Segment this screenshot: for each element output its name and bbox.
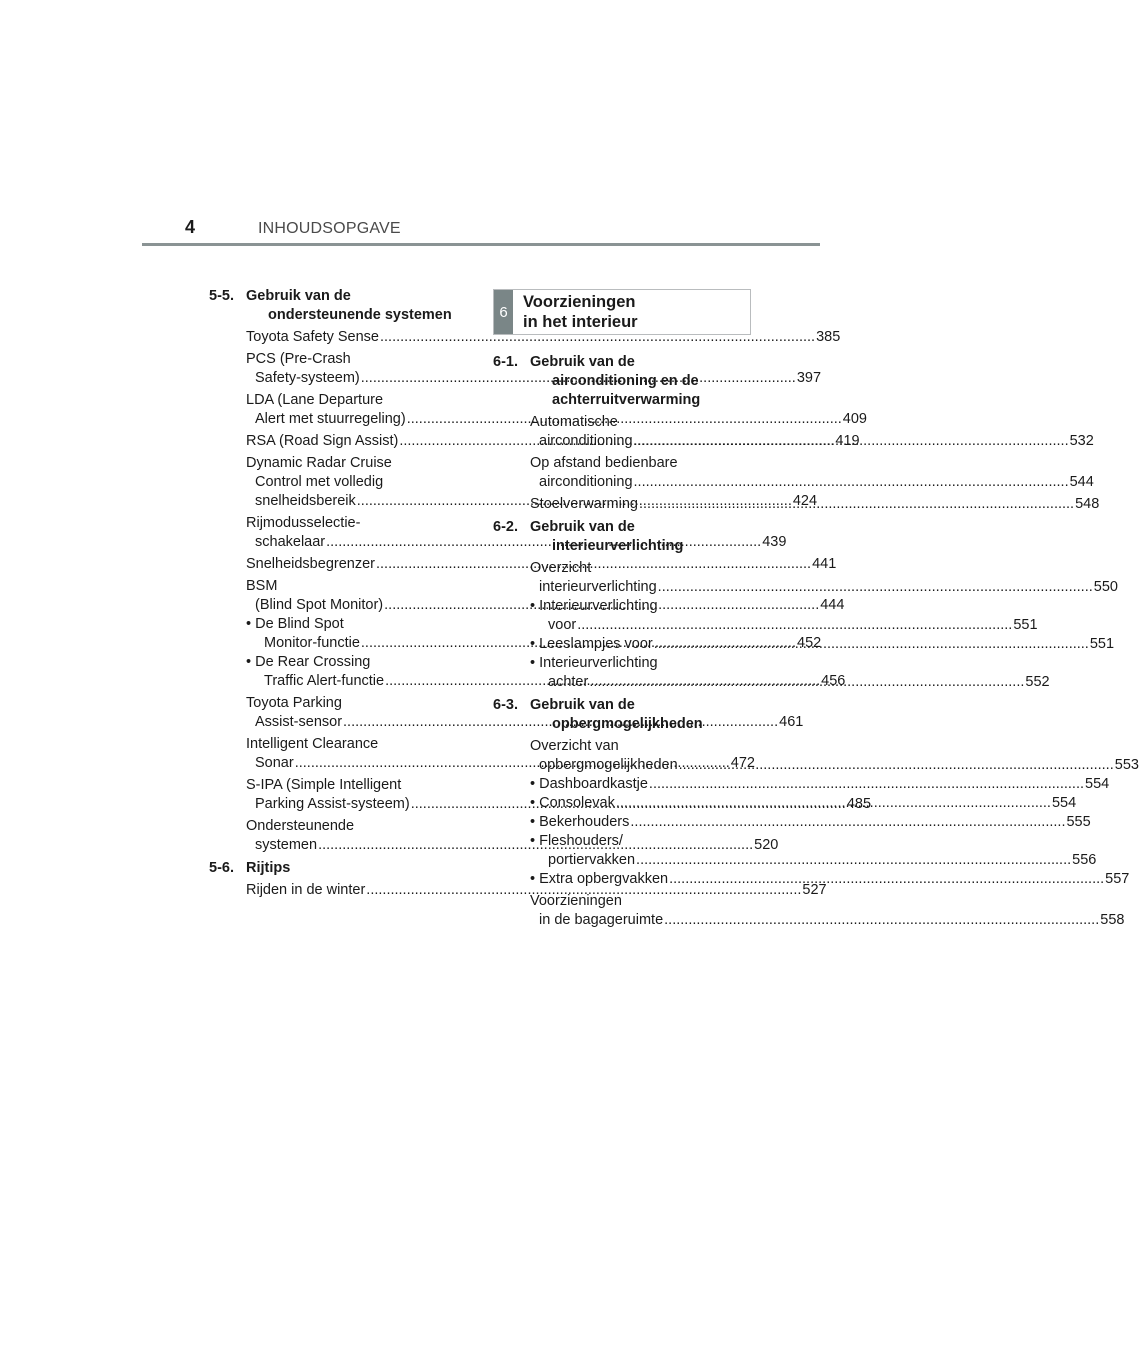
section-number: 6-3. bbox=[493, 697, 518, 713]
page-ref: 419 bbox=[835, 433, 860, 449]
toc-entry[interactable] bbox=[530, 892, 1125, 930]
dot-leader bbox=[664, 911, 1099, 930]
page-ref: 544 bbox=[1069, 474, 1094, 490]
toc-entry-text: Alert met stuurregeling) bbox=[255, 411, 406, 427]
toc-entry-text: • Dashboardkastje bbox=[530, 776, 648, 792]
page-ref: 532 bbox=[1069, 433, 1094, 449]
dot-leader bbox=[658, 578, 1093, 597]
dot-leader bbox=[639, 495, 1074, 514]
section-title bbox=[246, 287, 459, 325]
toc-entry-text: Parking Assist-systeem) bbox=[255, 796, 410, 812]
toc-entry-text: schakelaar bbox=[255, 534, 326, 550]
page-ref: 554 bbox=[1085, 776, 1110, 792]
section-title bbox=[246, 859, 459, 878]
toc-entry-text: opbergmogelijkheden bbox=[539, 757, 678, 773]
section-title bbox=[530, 696, 751, 734]
toc-entry-text: Safety-systeem) bbox=[255, 370, 360, 386]
toc-entry-row bbox=[530, 851, 1097, 870]
header-rule bbox=[142, 243, 820, 246]
toc-entry-text: Op afstand bedienbare bbox=[530, 455, 678, 471]
section-title-line: ondersteunende systemen bbox=[268, 307, 452, 323]
toc-entry-text: systemen bbox=[255, 837, 318, 853]
page-ref: 452 bbox=[797, 635, 822, 651]
toc-entry-text: PCS (Pre-Crash bbox=[246, 351, 351, 367]
toc-entry-row bbox=[530, 578, 1118, 597]
page-ref: 555 bbox=[1066, 814, 1091, 830]
toc-entry[interactable] bbox=[246, 881, 827, 900]
page-ref: 385 bbox=[816, 329, 841, 345]
toc-entry-text: • Leeslampjes voor bbox=[530, 636, 653, 652]
chapter-title-line: Voorzieningen bbox=[523, 293, 636, 311]
toc-entry-row bbox=[530, 775, 1110, 794]
section-title-line: Gebruik van de bbox=[530, 519, 635, 535]
page-ref: 520 bbox=[754, 837, 779, 853]
page-ref: 548 bbox=[1075, 496, 1100, 512]
toc-entry[interactable] bbox=[246, 328, 841, 347]
section-title-line: Rijtips bbox=[246, 860, 291, 876]
page-ref: 409 bbox=[842, 411, 867, 427]
toc-entry-text: Control met volledig bbox=[255, 474, 384, 490]
toc-entry-row bbox=[530, 870, 1130, 889]
toc-entry-row bbox=[530, 756, 1139, 775]
page-ref: 558 bbox=[1100, 912, 1125, 928]
toc-entry-text: Rijden in de winter bbox=[246, 882, 366, 898]
section-title-line: Gebruik van de bbox=[530, 697, 635, 713]
toc-entry-text: Rijmodusselectie- bbox=[246, 515, 361, 531]
page-ref: 551 bbox=[1013, 617, 1038, 633]
section-title-line: interieurverlichting bbox=[552, 538, 684, 554]
section-title-line: Gebruik van de bbox=[530, 354, 635, 370]
page-ref: 461 bbox=[779, 714, 804, 730]
toc-entry-text: Overzicht bbox=[530, 560, 592, 576]
dot-leader bbox=[669, 871, 1104, 887]
chapter-title-line: in het interieur bbox=[523, 313, 638, 331]
toc-subentry[interactable] bbox=[530, 870, 1130, 889]
page-ref: 557 bbox=[1105, 871, 1130, 887]
page-ref: 444 bbox=[820, 597, 845, 613]
toc-entry-row bbox=[246, 328, 841, 347]
toc-entry-row bbox=[530, 473, 1094, 492]
page-ref: 439 bbox=[762, 534, 787, 550]
dot-leader bbox=[630, 814, 1065, 830]
toc-entry-text: Toyota Parking bbox=[246, 695, 342, 711]
page-ref: 472 bbox=[730, 755, 755, 771]
toc-entry-text: LDA (Lane Departure bbox=[246, 392, 384, 408]
chapter-tab: 6 bbox=[494, 290, 513, 334]
toc-entry-row bbox=[530, 813, 1091, 832]
section-heading[interactable] bbox=[209, 287, 459, 325]
toc-entry-text: • Bekerhouders bbox=[530, 814, 630, 830]
toc-entry-text: S-IPA (Simple Intelligent bbox=[246, 777, 402, 793]
section-title-line: opbergmogelijkheden bbox=[552, 716, 703, 732]
toc-entry-text: Snelheidsbegrenzer bbox=[246, 556, 375, 572]
toc-entry-text: • De Rear Crossing bbox=[246, 654, 371, 670]
toc-entry-text: Automatische bbox=[530, 414, 618, 430]
page-ref: 397 bbox=[796, 370, 822, 386]
page-number: 4 bbox=[185, 217, 196, 237]
section-title bbox=[530, 518, 751, 556]
section-heading[interactable] bbox=[493, 696, 751, 734]
toc-subentry[interactable] bbox=[530, 775, 1110, 794]
toc-entry-text: portiervakken bbox=[548, 852, 636, 868]
toc-entry-text: Intelligent Clearance bbox=[246, 736, 379, 752]
page-ref: 424 bbox=[792, 493, 818, 509]
toc-entry-text: (Blind Spot Monitor) bbox=[255, 597, 384, 613]
chapter-heading[interactable] bbox=[493, 289, 751, 335]
toc-entry-text: Dynamic Radar Cruise bbox=[246, 455, 392, 471]
toc-entry-text: Overzicht van bbox=[530, 738, 619, 754]
section-title-line: Gebruik van de bbox=[246, 288, 351, 304]
toc-entry-text: airconditioning bbox=[539, 474, 633, 490]
section-heading[interactable] bbox=[493, 353, 751, 410]
toc-entries bbox=[246, 881, 827, 900]
section-heading[interactable] bbox=[209, 859, 459, 878]
dot-leader bbox=[577, 617, 1012, 633]
page-ref: 485 bbox=[846, 796, 872, 812]
page-header bbox=[185, 217, 401, 238]
section-number: 5-5. bbox=[209, 288, 234, 304]
toc-entry-text: Ondersteunende bbox=[246, 818, 355, 834]
page-ref: 441 bbox=[812, 556, 837, 572]
toc-entry-text: BSM bbox=[246, 578, 278, 594]
page-ref: 527 bbox=[802, 882, 827, 898]
header-title: INHOUDSOPGAVE bbox=[258, 220, 401, 237]
toc-entry-text: • Consolevak bbox=[530, 795, 615, 811]
toc-entry-text: Toyota Safety Sense bbox=[246, 329, 379, 345]
toc-entry-text: in de bagageruimte bbox=[539, 912, 664, 928]
page-ref: 556 bbox=[1072, 852, 1097, 868]
toc-entry-text: Assist-sensor bbox=[255, 714, 343, 730]
toc-entry-row bbox=[246, 881, 827, 900]
toc-entry-row bbox=[530, 616, 1038, 635]
toc-entry-text: • Extra opbergvakken bbox=[530, 871, 669, 887]
toc-entry-text: Traffic Alert-functie bbox=[264, 673, 385, 689]
section-title-line: achterruitverwarming bbox=[552, 392, 701, 408]
toc-entry-text: • De Blind Spot bbox=[246, 616, 344, 632]
section-number: 5-6. bbox=[209, 860, 234, 876]
toc-entry-text: • Fleshouders/ bbox=[530, 833, 623, 849]
dot-leader bbox=[649, 776, 1084, 792]
section-title-line: airconditioning en de bbox=[552, 373, 699, 389]
dot-leader bbox=[634, 473, 1069, 492]
toc-entry-text: airconditioning bbox=[539, 433, 633, 449]
page-ref: 554 bbox=[1051, 795, 1077, 811]
toc-entry-text: interieurverlichting bbox=[539, 579, 657, 595]
toc-entry-text: • Interieurverlichting bbox=[530, 598, 658, 614]
toc-entry-text: Stoelverwarming bbox=[530, 496, 638, 512]
dot-leader bbox=[589, 674, 1024, 690]
toc-entry[interactable] bbox=[530, 454, 1094, 492]
toc-entry-text: Voorzieningen bbox=[530, 893, 622, 909]
toc-entry-text: Sonar bbox=[255, 755, 294, 771]
page-ref: 552 bbox=[1025, 674, 1050, 690]
page-ref: 456 bbox=[821, 673, 846, 689]
page-ref: 551 bbox=[1089, 636, 1115, 652]
section-title bbox=[530, 353, 751, 410]
page-ref: 550 bbox=[1093, 579, 1118, 595]
toc-entry-text: achter bbox=[548, 674, 589, 690]
toc-entry-text: Monitor-functie bbox=[264, 635, 360, 651]
toc-entry-text: • Interieurverlichting bbox=[530, 655, 658, 671]
dot-leader bbox=[636, 852, 1071, 868]
toc-entry-text: RSA (Road Sign Assist) bbox=[246, 433, 399, 449]
section-number: 6-1. bbox=[493, 354, 518, 370]
toc-entry-text: snelheidsbereik bbox=[255, 493, 356, 509]
dot-leader bbox=[679, 756, 1114, 775]
toc-subentry[interactable] bbox=[530, 813, 1091, 832]
section-number: 6-2. bbox=[493, 519, 518, 535]
section-heading[interactable] bbox=[493, 518, 751, 556]
dot-leader bbox=[654, 636, 1089, 652]
page-ref: 553 bbox=[1114, 757, 1139, 773]
dot-leader bbox=[634, 432, 1069, 451]
toc-entry-row bbox=[530, 911, 1125, 930]
chapter-title bbox=[513, 290, 638, 334]
toc-entry-text: voor bbox=[548, 617, 577, 633]
dot-leader bbox=[616, 795, 1051, 811]
